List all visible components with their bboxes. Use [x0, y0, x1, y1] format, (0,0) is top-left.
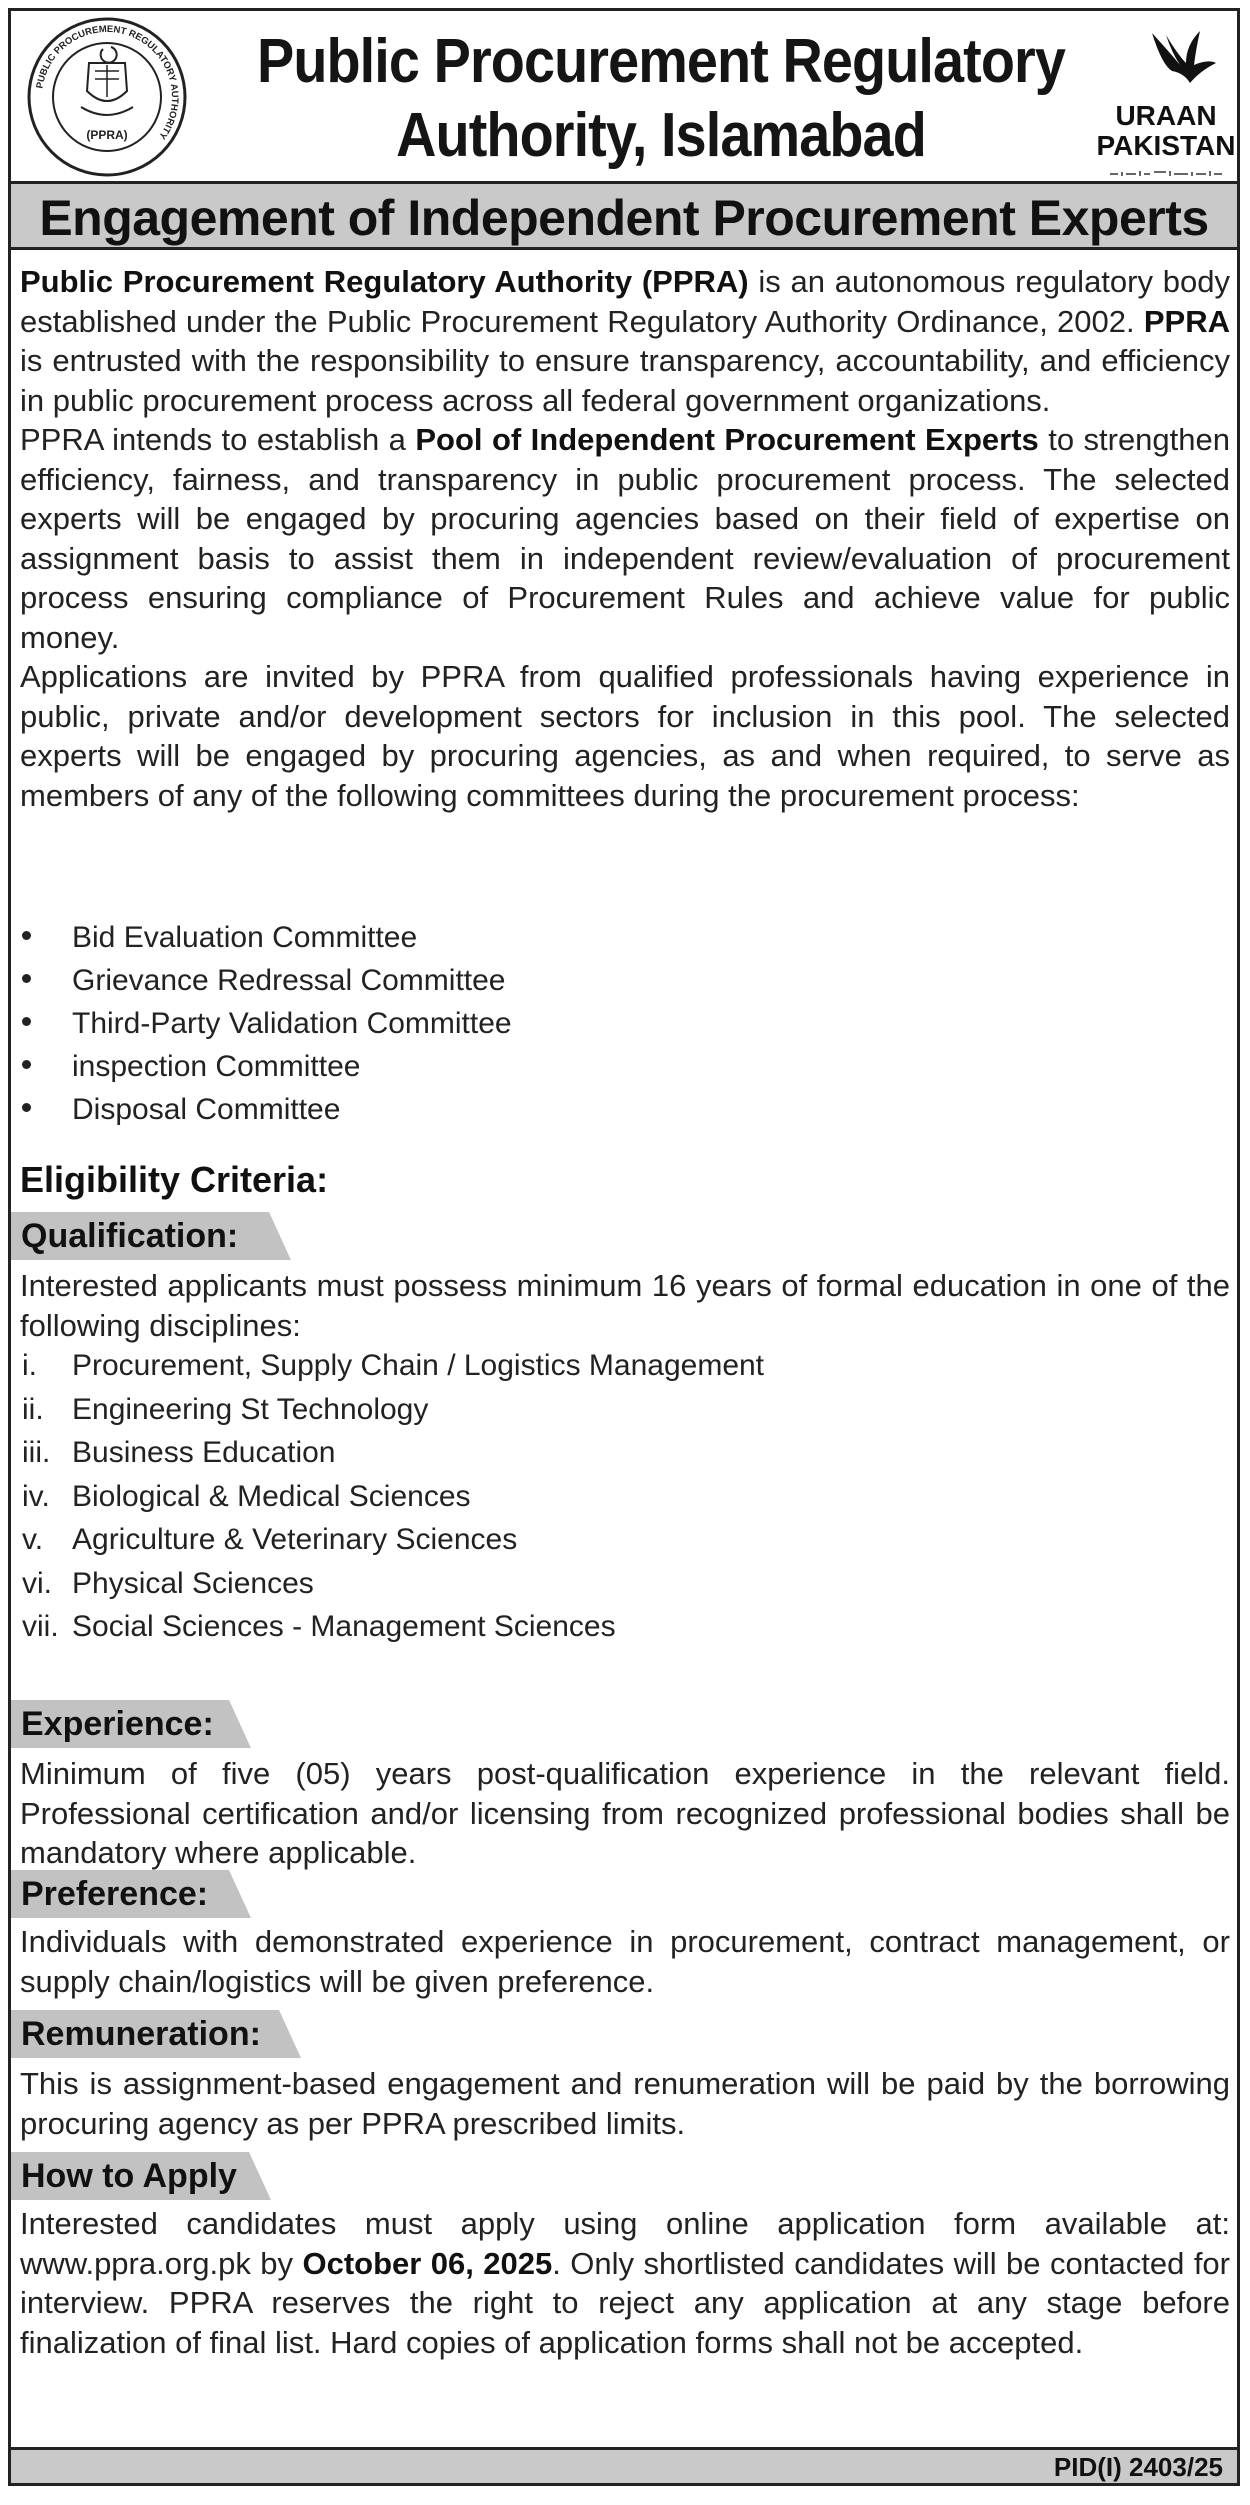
authority-title-line1: Public Procurement Regulatory — [256, 27, 1065, 96]
header — [11, 11, 1237, 181]
title-banner — [11, 181, 1237, 250]
qualification-text: Interested applicants must possess minimum 16 years of formal education in one of the following disciplines: — [20, 1268, 1230, 1343]
eligibility-heading: Eligibility Criteria: — [20, 1159, 329, 1200]
preference-heading: Preference: — [11, 1870, 251, 1918]
banner-title: Engagement of Independent Procurement Experts — [39, 190, 1209, 246]
authority-title — [256, 25, 1066, 173]
intro-paragraph-2: PPRA intends to establish a Pool of Independent Procurement Experts to strengthen efficiency, fairness, and transparency in public procurement process. The selected experts will be engaged by procuring agencies based on their field of expertise on assignment basis to assist them in independent review/evaluation of procurement process ensuring compliance of Procurement Rules and achieve value for public money. — [20, 422, 1230, 655]
intro-paragraph-1: Public Procurement Regulatory Authority (PPRA) is an autonomous regulatory body established under the Public Procurement Regulatory Authority Ordinance, 2002. PPRA is entrusted with the responsibility to ensure transparency, accountability, and efficiency in public procurement process across all federal government organizations. — [20, 264, 1230, 418]
pid-number: PID(I) 2403/25 — [1053, 2452, 1223, 2482]
committees-list — [20, 918, 1020, 1133]
ppra-name-bold: Public Procurement Regulatory Authority (PPRA) — [20, 264, 749, 299]
intro-section — [20, 262, 1230, 815]
pakistan-text: PAKISTAN — [1096, 130, 1236, 161]
eagle-icon — [1142, 25, 1222, 95]
list-item: ii. Engineering St Technology — [22, 1392, 429, 1426]
list-item: Disposal Committee — [20, 1090, 1020, 1133]
pool-of-experts-bold: Pool of Independent Procurement Experts — [415, 422, 1039, 457]
list-item: iv. Biological & Medical Sciences — [22, 1479, 471, 1513]
list-item: inspection Committee — [20, 1047, 1020, 1090]
list-item: vii. Social Sciences - Management Sciences — [22, 1610, 616, 1643]
authority-title-line2: Authority, Islamabad — [396, 101, 926, 170]
svg-text:(PPRA): (PPRA) — [86, 128, 128, 142]
uraan-text: URAAN — [1115, 100, 1217, 131]
remuneration-heading: Remuneration: — [11, 2010, 301, 2058]
list-item: Bid Evaluation Committee — [20, 918, 1020, 961]
ppra-abbr-bold: PPRA — [1143, 303, 1230, 339]
application-deadline: October 06, 2025 — [302, 2245, 553, 2281]
svg-text:PUBLIC PROCUREMENT REGULATORY: PUBLIC PROCUREMENT REGULATORY AUTHORITY — [34, 23, 181, 142]
list-item: iii. Business Education — [22, 1436, 336, 1469]
how-to-apply-heading: How to Apply — [11, 2152, 271, 2200]
list-item: Third-Party Validation Committee — [20, 1004, 1020, 1047]
experience-text: Minimum of five (05) years post-qualification experience in the relevant field. Professional certification and/or licensing from recognized professional bodies shall be mandatory where applicable. — [20, 1756, 1230, 1870]
list-item: vi. Physical Sciences — [22, 1566, 314, 1600]
list-item: v. Agriculture & Veterinary Sciences — [22, 1523, 518, 1556]
list-item: Grievance Redressal Committee — [20, 961, 1020, 1004]
experience-heading: Experience: — [11, 1700, 251, 1748]
disciplines-list — [20, 1346, 1020, 1651]
uraan-pakistan-logo — [1096, 21, 1236, 181]
footer-bar — [11, 2447, 1237, 2483]
remuneration-text: This is assignment-based engagement and renumeration will be paid by the borrowing procuring agency as per PPRA prescribed limits. — [20, 2066, 1230, 2141]
preference-text: Individuals with demonstrated experience in procurement, contract management, or supply chain/logistics will be given preference. — [20, 1924, 1230, 1999]
ppra-seal-logo — [25, 15, 189, 179]
qualification-heading: Qualification: — [11, 1212, 291, 1260]
list-item: i. Procurement, Supply Chain / Logistics Management — [22, 1349, 765, 1382]
how-to-apply-text: Interested candidates must apply using online application form available at: www.ppra.org.pk by October 06, 2025. Only shortlisted candidates will be contacted for interview. PPRA reserves the right to reject any application at any stage before finalization of final list. Hard copies of application forms shall not be accepted. — [20, 2206, 1230, 2360]
urdu-tagline-graphic — [1108, 169, 1224, 177]
intro-paragraph-3: Applications are invited by PPRA from qualified professionals having experience in public, private and/or development sectors for inclusion in this pool. The selected experts will be engaged by procuring agencies, as and when required, to serve as members of any of the following committees during the procurement process: — [20, 659, 1230, 813]
